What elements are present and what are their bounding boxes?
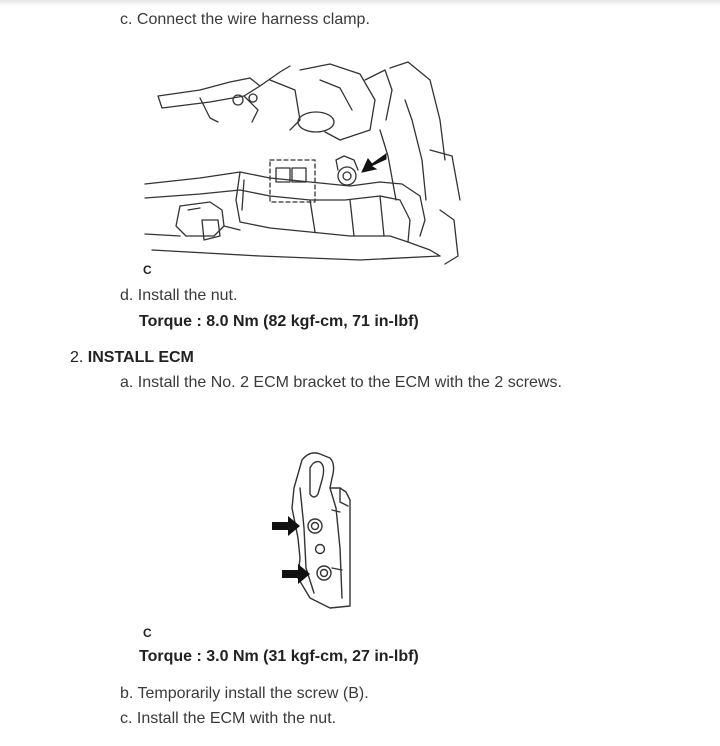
section-title: INSTALL ECM bbox=[87, 349, 194, 366]
top-shadow bbox=[0, 0, 720, 6]
torque-spec-bracket-screws: Torque : 3.0 Nm (31 kgf-cm, 27 in-lbf) bbox=[139, 648, 419, 665]
torque-spec-nut: Torque : 8.0 Nm (82 kgf-cm, 71 in-lbf) bbox=[139, 313, 419, 330]
step-b-install-screw: b. Temporarily install the screw (B). bbox=[120, 685, 369, 702]
ecm-bracket-illustration bbox=[270, 448, 370, 618]
section-number: 2. bbox=[70, 349, 84, 366]
figure-code-bracket: C bbox=[143, 626, 152, 640]
step-c-install-ecm: c. Install the ECM with the nut. bbox=[120, 710, 337, 727]
section-heading-install-ecm bbox=[70, 348, 194, 368]
step-d-install-nut: d. Install the nut. bbox=[120, 287, 238, 304]
step-c-connect-clamp: c. Connect the wire harness clamp. bbox=[120, 11, 370, 28]
wire-harness-clamp-illustration bbox=[140, 60, 465, 265]
step-a-install-bracket: a. Install the No. 2 ECM bracket to the ECM with the 2 screws. bbox=[120, 374, 562, 391]
figure-code-harness: C bbox=[143, 263, 152, 277]
